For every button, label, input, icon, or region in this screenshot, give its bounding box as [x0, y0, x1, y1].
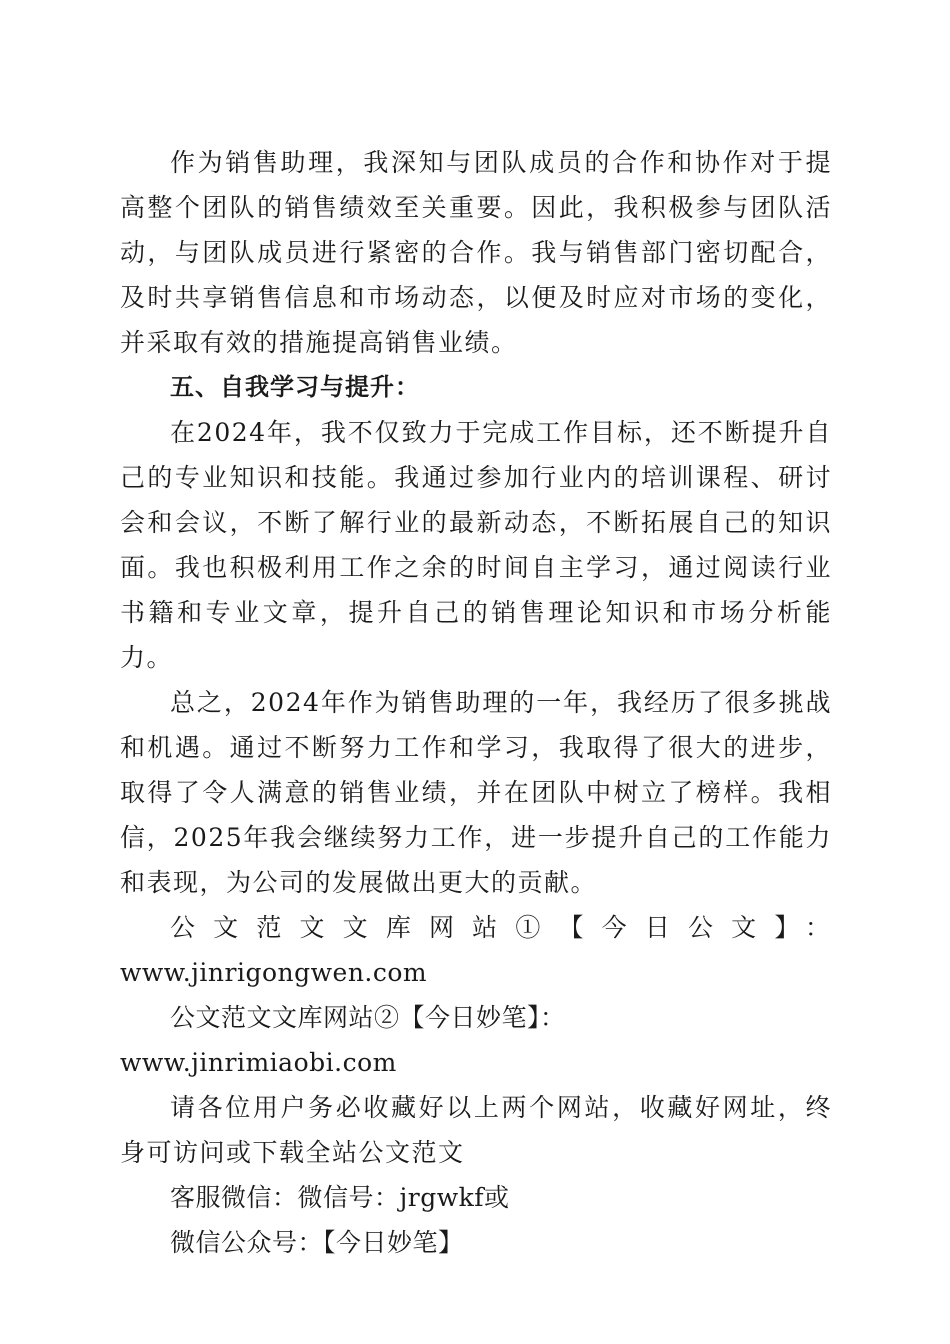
service-wechat: 客服微信：微信号：jrgwkf或 [170, 1183, 510, 1212]
official-account: 微信公众号：【今日妙笔】 [170, 1228, 464, 1257]
site1-label: 公文范文文库网站①【今日公文】： [170, 913, 832, 942]
section-heading-self-learning: 五、自我学习与提升： [170, 373, 420, 401]
site1-url: www.jinrigongwen.com [120, 958, 428, 987]
paragraph-learning: 在2024年，我不仅致力于完成工作目标，还不断提升自己的专业知识和技能。我通过参加行业内的培训课程、研讨会和会议，不断了解行业的最新动态，不断拓展自己的知识面。我也积极利用工作之余的时间自主学习，通过阅读行业书籍和专业文章，提升自己的销售理论知识和市场分析能力。 [120, 418, 832, 672]
document-body [120, 140, 832, 1265]
paragraph-teamwork: 作为销售助理，我深知与团队成员的合作和协作对于提高整个团队的销售绩效至关重要。因此，我积极参与团队活动，与团队成员进行紧密的合作。我与销售部门密切配合，及时共享销售信息和市场动态，以便及时应对市场的变化，并采取有效的措施提高销售业绩。 [120, 148, 832, 357]
paragraph-summary: 总之，2024年作为销售助理的一年，我经历了很多挑战和机遇。通过不断努力工作和学习，我取得了很大的进步，取得了令人满意的销售业绩，并在团队中树立了榜样。我相信，2025年我会继续努力工作，进一步提升自己的工作能力和表现，为公司的发展做出更大的贡献。 [120, 688, 832, 897]
bookmark-notice: 请各位用户务必收藏好以上两个网站，收藏好网址，终身可访问或下载全站公文范文 [120, 1093, 832, 1167]
site2-line: 公文范文文库网站②【今日妙笔】：www.jinrimiaobi.com [120, 1003, 566, 1077]
